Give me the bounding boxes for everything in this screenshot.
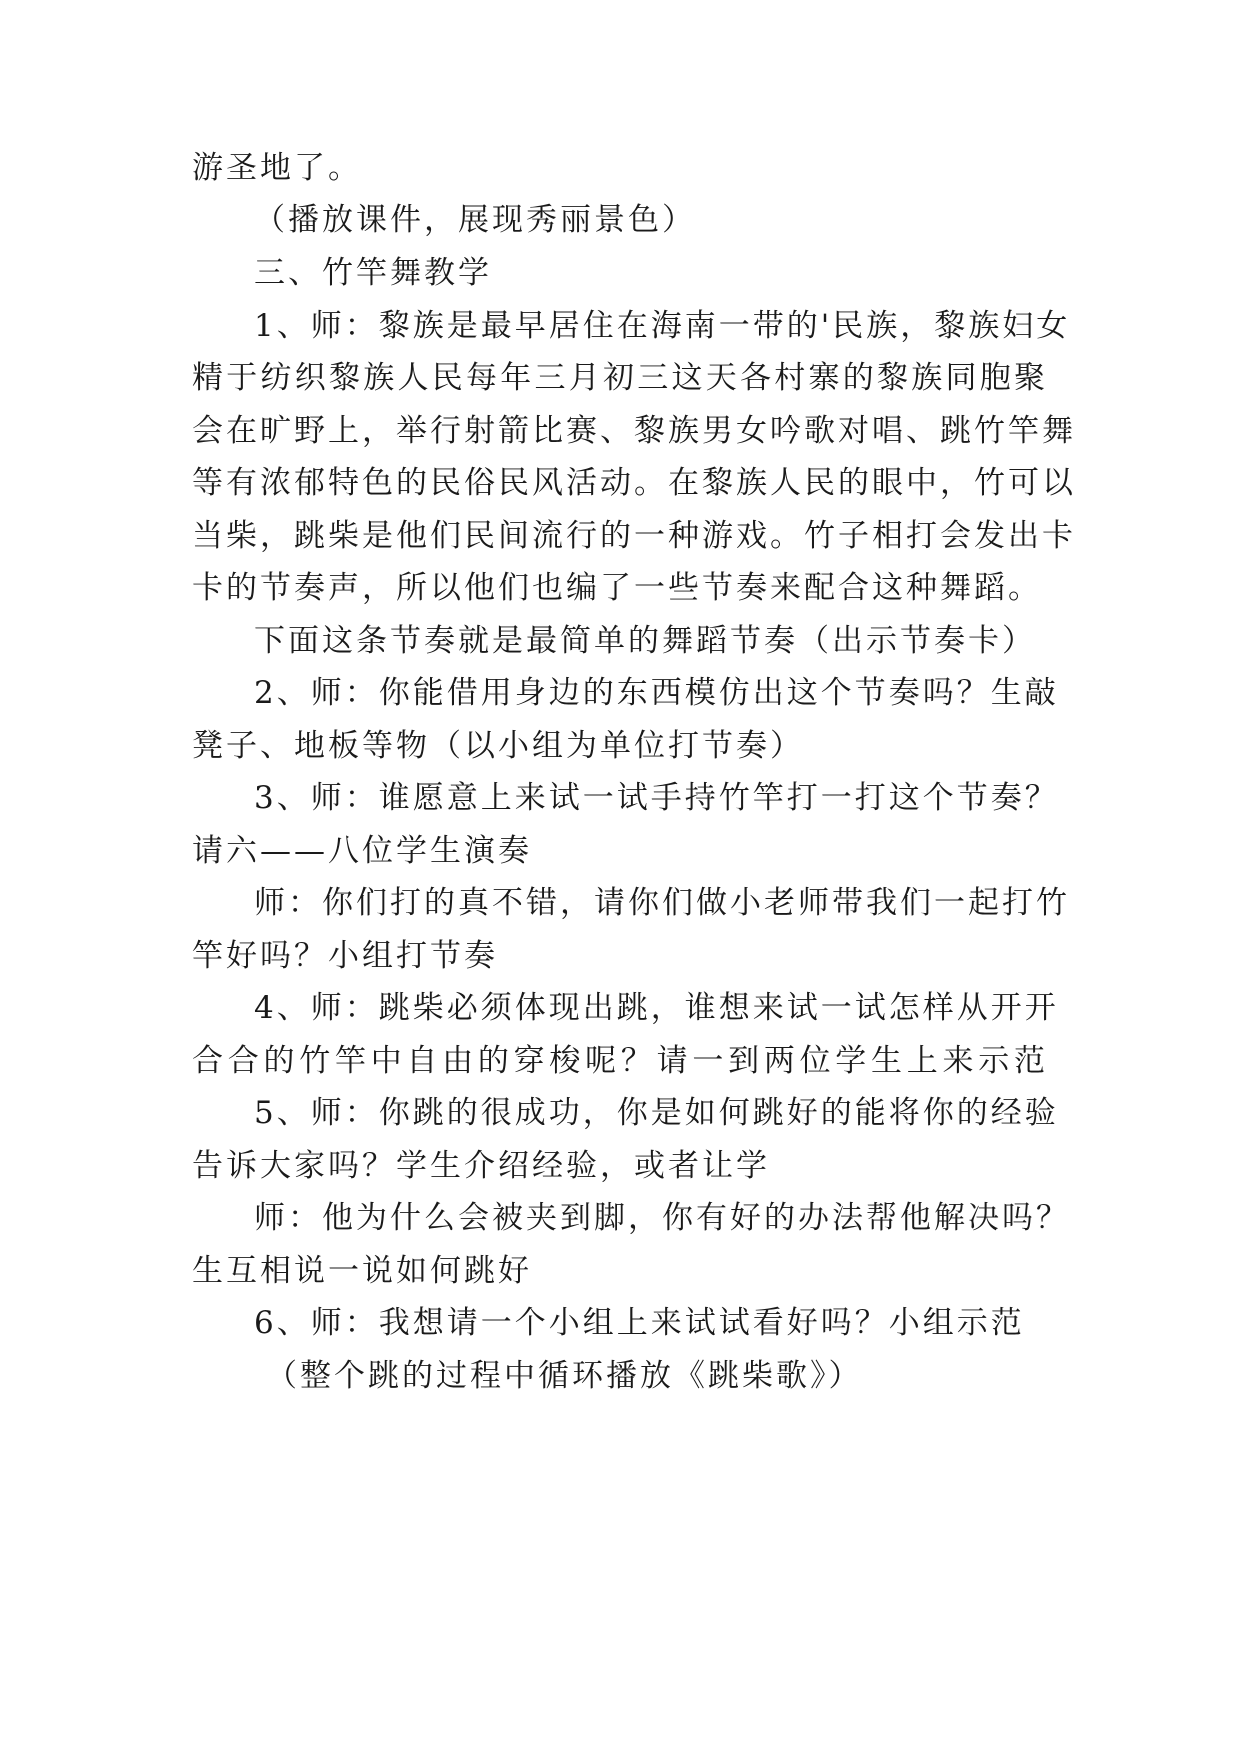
text-line-24: （整个跳的过程中循环播放《跳柴歌》） [266,1358,863,1394]
text-line-6: 会在旷野上，举行射箭比赛、黎族男女吟歌对唱、跳竹竿舞 [192,413,1076,449]
text-line-11: 2、师：你能借用身边的东西模仿出这个节奏吗？生敲 [254,675,1059,711]
text-line-4: 1、师：黎族是最早居住在海南一带的'民族，黎族妇女 [254,308,1071,344]
text-line-14: 请六——八位学生演奏 [192,833,532,869]
text-line-10: 下面这条节奏就是最简单的舞蹈节奏（出示节奏卡） [254,623,1036,659]
text-line-17: 4、师：跳柴必须体现出跳，谁想来试一试怎样从开开 [254,990,1059,1026]
text-line-20: 告诉大家吗？学生介绍经验，或者让学 [192,1148,770,1184]
text-line-5: 精于纺织黎族人民每年三月初三这天各村寨的黎族同胞聚 [192,360,1048,396]
section-heading: 三、竹竿舞教学 [254,255,492,291]
text-line-12: 凳子、地板等物（以小组为单位打节奏） [192,728,804,764]
text-line-23: 6、师：我想请一个小组上来试试看好吗？小组示范 [254,1305,1025,1341]
text-line-2: （播放课件，展现秀丽景色） [254,202,696,238]
text-line-19: 5、师：你跳的很成功，你是如何跳好的能将你的经验 [254,1095,1059,1131]
text-line-13: 3、师：谁愿意上来试一试手持竹竿打一打这个节奏？ [254,780,1059,816]
text-line-15: 师：你们打的真不错，请你们做小老师带我们一起打竹 [254,885,1070,921]
text-line-7: 等有浓郁特色的民俗民风活动。在黎族人民的眼中，竹可以 [192,465,1076,501]
text-line-8: 当柴，跳柴是他们民间流行的一种游戏。竹子相打会发出卡 [192,518,1076,554]
text-line-9: 卡的节奏声，所以他们也编了一些节奏来配合这种舞蹈。 [192,570,1042,606]
text-line-18: 合合的竹竿中自由的穿梭呢？请一到两位学生上来示范 [192,1043,1048,1079]
text-line-22: 生互相说一说如何跳好 [192,1253,532,1289]
text-line-1: 游圣地了。 [192,150,362,186]
text-line-21: 师：他为什么会被夹到脚，你有好的办法帮他解决吗？ [254,1200,1070,1236]
text-line-16: 竿好吗？小组打节奏 [192,938,498,974]
